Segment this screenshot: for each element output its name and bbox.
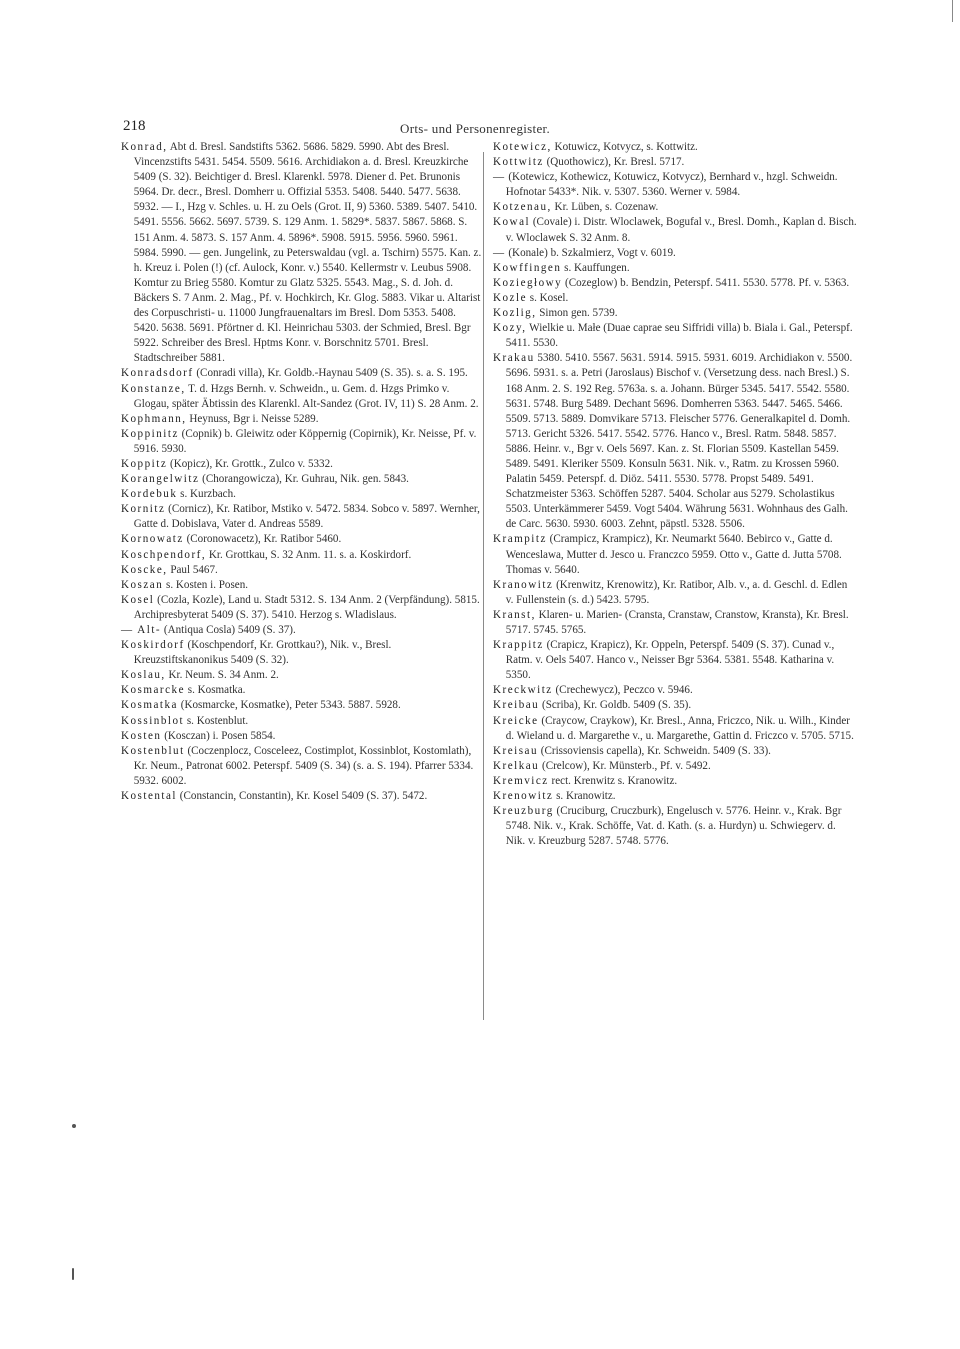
running-head: Orts- und Personenregister. xyxy=(400,121,550,136)
entry-headword: Kranowitz xyxy=(493,578,554,591)
register-entry xyxy=(121,457,483,472)
scan-speck xyxy=(72,1268,74,1280)
entry-headword: Kophmann, xyxy=(121,412,187,425)
entry-text: Simon gen. 5739. xyxy=(536,307,618,320)
entry-text: (Coronowacetz), Kr. Ratibor 5460. xyxy=(183,533,342,546)
entry-headword: Koppinitz xyxy=(121,427,179,440)
entry-text: Klaren- u. Marien- (Cransta, Cranstaw, Cranstow, Kransta), Kr. Bresl. 5717. 5745. 5765. xyxy=(505,608,849,636)
register-entry xyxy=(121,382,483,412)
entry-headword: Kranst, xyxy=(493,608,536,621)
entry-headword: Kostental xyxy=(121,790,178,803)
entry-text: Heynuss, Bgr i. Neisse 5289. xyxy=(186,412,319,425)
register-entry xyxy=(493,200,857,215)
register-entry xyxy=(121,668,483,683)
entry-headword: Konrad, xyxy=(121,141,168,153)
register-entry xyxy=(493,774,857,789)
register-entry xyxy=(493,170,857,200)
register-entry xyxy=(493,291,857,306)
entry-text: (Kotewicz, Kothewicz, Kotuwicz, Kotvycz), Bernhard v., hzgl. Schweidn. Hofnotar 5433*. Nik. v. 5307. 5360. Werner v. 5984. xyxy=(505,171,838,199)
entry-headword: Kreisau xyxy=(493,744,539,757)
entry-headword: Kosten xyxy=(121,729,162,742)
register-entry xyxy=(493,638,857,683)
register-entry xyxy=(493,140,857,155)
register-entry xyxy=(493,261,857,276)
register-entry xyxy=(121,366,483,381)
entry-text: (Craycow, Craykow), Kr. Bresl., Anna, Friczco, Nik. u. Wilh., Kinder d. Wieland u. d. Margarethe v., u. Margarethe, Gattin d. Friczco v. 5705. 5715. xyxy=(505,714,854,742)
register-entry xyxy=(121,472,483,487)
register-entry xyxy=(493,155,857,170)
entry-text: (Krenwitz, Krenowitz), Kr. Ratibor, Alb. v., a. d. Geschl. d. Edlen v. Fullenstein (s. d.) 5423. 5795. xyxy=(505,578,848,606)
register-entry xyxy=(493,215,857,245)
entry-headword: Koschpendorf, xyxy=(121,548,207,561)
register-entry xyxy=(493,789,857,804)
entry-headword: Konradsdorf xyxy=(121,367,194,380)
entry-headword: Kornowatz xyxy=(121,533,184,546)
register-entry xyxy=(121,427,483,457)
entry-text: (Crissoviensis capella), Kr. Schweidn. 5409 (S. 33). xyxy=(538,744,771,757)
register-entry xyxy=(121,487,483,502)
register-entry xyxy=(493,608,857,638)
register-entry xyxy=(493,804,857,849)
entry-headword: Koslau, xyxy=(121,669,166,682)
register-entry xyxy=(121,744,483,789)
entry-text: (Quothowicz), Kr. Bresl. 5717. xyxy=(543,156,685,169)
entry-headword: Kreuzburg xyxy=(493,805,554,818)
page-number: 218 xyxy=(123,118,146,134)
entry-text: (Kosmarcke, Kosmatke), Peter 5343. 5887. 5928. xyxy=(177,699,401,712)
register-entry xyxy=(493,276,857,291)
entry-text: 5380. 5410. 5567. 5631. 5914. 5915. 5931. 6019. Archidiakon v. 5500. 5696. 5931. s. a. Petri (Jaroslaus) Bischof v. (Versetzung dess. nach Bresl.) S. 168 Anm. 2. S. 192 Reg. 5763a. s. a. Johann. Bürger 5345. 5417. 5542. 5580. 5631. 5748. Burg 5489. Dechant 5696. Domherren 5363. 5447. 5465. 5466. 5509. 5713. 5889. Domvikare 5713. Fleischer 5776. Generalkapitel d. Domh. 5713. Gericht 5326. 5417. 5542. 5776. Hanco v., Bresl. Ratm. 5848. 5857. 5886. Heinr. v., Bgr v. Oels 5697. Kan. z. St. Florian 5509. Kastellan 5459. 5489. 5491. Kleriker 5509. Konsuln 5631. Nik. v., Ratm. zu Krossen 5960. Palatin 5459. Peterspf. d. Diöz. 5411. 5530. 5778. Propst 5489. 5491. Schatzmeister 5363. Schöffen 5287. 5404. Scholar aus 5279. Scholastikus 5503. Unterkämmerer 5459. Vogt 5404. Währung 5631. Wohnhaus des Galh. de Carc. 5630. 5930. 6003. Zehnt, päpstl. 5328. 5506. xyxy=(505,352,853,531)
entry-headword: Krappitz xyxy=(493,639,544,652)
register-entry xyxy=(121,714,483,729)
entry-headword: Kosel xyxy=(121,593,155,606)
entry-headword: Koskirdorf xyxy=(121,639,185,652)
entry-headword: Kossinblot xyxy=(121,714,185,727)
entry-text: s. Kauffungen. xyxy=(561,261,630,274)
entry-text: (Koschpendorf, Kr. Grottkau?), Nik. v., Bresl. Kreuzstiftskanonikus 5409 (S. 32). xyxy=(133,639,392,667)
register-entry xyxy=(493,246,857,261)
entry-headword: Kottwitz xyxy=(493,156,544,169)
entry-text: (Coczenplocz, Cosceleez, Costimplot, Kossinblot, Kostomlath), Kr. Neum., Patronat 6002. Peterspf. 5409 (S. 34) (s. a. S. 194). Pfarrer 5334. 5932. 6002. xyxy=(133,744,474,787)
register-entry xyxy=(121,578,483,593)
register-entry xyxy=(121,532,483,547)
entry-text: Paul 5467. xyxy=(167,563,218,576)
register-entry xyxy=(121,412,483,427)
right-column xyxy=(493,140,857,849)
entry-text: (Crampicz, Krampicz), Kr. Neumarkt 5640. Bebirco v., Gatte d. Wenceslawa, Mutter d. Jesco u. Franczco 5959. Otto v., Gatte d. Jutta 5708. Thomas v. 5640. xyxy=(505,533,842,576)
register-entry xyxy=(121,623,483,638)
left-column xyxy=(121,140,483,804)
entry-headword: Kotewicz, xyxy=(493,141,552,153)
entry-headword: Kreckwitz xyxy=(493,684,553,697)
scan-edge-mark xyxy=(946,0,960,60)
entry-headword: Krenowitz xyxy=(493,790,554,803)
register-entry xyxy=(493,698,857,713)
register-entry xyxy=(121,638,483,668)
entry-text: (Scriba), Kr. Goldb. 5409 (S. 35). xyxy=(539,699,692,712)
entry-text: (Chorangowicza), Kr. Guhrau, Nik. gen. 5843. xyxy=(199,473,409,486)
entry-headword: Kotzenau, xyxy=(493,201,552,214)
entry-headword: Konstanze, xyxy=(121,382,186,395)
register-entry xyxy=(121,789,483,804)
entry-headword: Krakau xyxy=(493,352,535,365)
register-entry xyxy=(121,698,483,713)
entry-headword: Kornitz xyxy=(121,503,166,516)
entry-headword: — xyxy=(493,246,506,259)
entry-headword: Kremvicz xyxy=(493,774,549,787)
register-entry xyxy=(493,321,857,351)
entry-text: (Crechewycz), Peczco v. 5946. xyxy=(552,684,693,697)
register-entry xyxy=(493,532,857,577)
entry-headword: Krelkau xyxy=(493,759,540,772)
entry-headword: Koszan xyxy=(121,578,164,591)
entry-text: (Cozla, Kozle), Land u. Stadt 5312. S. 134 Anm. 2 (Verpfändung). 5815. Archipresbyterat 5409 (S. 37). 5410. Herzog s. Wladislaus. xyxy=(133,593,480,621)
entry-text: (Kopicz), Kr. Grottk., Zulco v. 5332. xyxy=(167,457,333,470)
entry-text: s. Kosten i. Posen. xyxy=(163,578,249,591)
entry-text: (Antiqua Cosla) 5409 (S. 37). xyxy=(161,624,296,636)
entry-headword: — Alt- xyxy=(121,624,162,636)
entry-text: T. d. Hzgs Bernh. v. Schweidn., u. Gem. d. Hzgs Primko v. Glogau, später Äbtissin des Klarenkl. Alt-Sandez (Grot. IV, 11) S. 28 Anm. 2. xyxy=(133,382,479,410)
entry-text: (Konale) b. Szkalmierz, Vogt v. 6019. xyxy=(505,246,676,259)
entry-headword: Kozy, xyxy=(493,322,527,335)
entry-text: s. Kranowitz. xyxy=(553,790,616,803)
register-entry xyxy=(121,548,483,563)
register-entry xyxy=(121,593,483,623)
entry-headword: Kreibau xyxy=(493,699,540,712)
entry-headword: Koppitz xyxy=(121,457,168,470)
register-entry xyxy=(121,729,483,744)
entry-text: rect. Krenwitz s. Kranowitz. xyxy=(548,774,678,787)
entry-text: s. Kosel. xyxy=(527,291,569,304)
entry-text: (Cozeglow) b. Bendzin, Peterspf. 5411. 5530. 5778. Pf. v. 5363. xyxy=(562,276,850,289)
entry-headword: Korangelwitz xyxy=(121,473,200,486)
entry-text: (Kosczan) i. Posen 5854. xyxy=(161,729,276,742)
register-entry xyxy=(493,759,857,774)
entry-headword: Kreicke xyxy=(493,714,539,727)
entry-text: Kr. Neum. S. 34 Anm. 2. xyxy=(165,669,279,682)
entry-headword: Kowffingen xyxy=(493,261,562,274)
column-divider xyxy=(483,152,484,1020)
entry-text: Wielkie u. Małe (Duae caprae seu Siffridi villa) b. Biala i. Gal., Peterspf. 5411. 5530. xyxy=(505,322,853,350)
entry-text: Abt d. Bresl. Sandstifts 5362. 5686. 5829. 5990. Abt des Bresl. Vincenzstifts 5431. 5454. 5509. 5616. Archidiakon a. d. Bresl. Kreuzkirche 5409 (S. 32). Beichtiger d. Bresl. Klarenkl. 5978. Diener d. Pet. Brunonis 5964. Dr. decr., Bresl. Domherr u. Offizial 5353. 5408. 5440. 5477. 5638. 5932. — I., Hzg v. Schles. u. H. zu Oels (Grot. II, 9) 5360. 5389. 5407. 5410. 5491. 5556. 5662. 5697. 5739. S. 129 Anm. 1. 5829*. 5837. 5867. 5868. S. 151 Anm. 4. 5873. S. 157 Anm. 4. 5896*. 5908. 5915. 5956. 5960. 5961. 5984. 5990. — gen. Jungelink, zu Peterswaldau (vgl. a. Tschirn) 5575. Kan. z. h. Kreuz i. Polen (!) (cf. Aulock, Konr. v.) 5540. Kellermstr v. Leubus 5908. Komtur zu Brieg 5580. Komtur zu Glatz 5325. 5543. Mag., S. d. Joh. d. Bäckers S. 7 Anm. 2. Mag., Pf. v. Hochkirch, Kr. Glog. 5883. Vikar u. Altarist des Corpuschristi- u. 11000 Jungfrauenaltars im Bresl. Dom 5353. 5408. 5420. 5638. 5691. Pförtner d. Kl. Heinrichau 5303. der Schmied, Bresl. Bgr 5922. Schreiber des Bresl. Hptms Konr. v. Borschnitz 5701. Bresl. Stadtschreiber 5881. xyxy=(133,141,482,365)
entry-text: s. Kurzbach. xyxy=(177,488,236,501)
register-entry xyxy=(121,140,483,366)
entry-headword: Koscke, xyxy=(121,563,168,576)
entry-headword: Koziegłowy xyxy=(493,276,563,289)
register-entry xyxy=(121,502,483,532)
entry-text: Kr. Grottkau, S. 32 Anm. 11. s. a. Koskirdorf. xyxy=(206,548,412,561)
register-entry xyxy=(121,683,483,698)
entry-text: (Covale) i. Distr. Wloclawek, Bogufal v., Bresl. Domh., Kaplan d. Bisch. v. Wloclawek S. 32 Anm. 8. xyxy=(505,216,857,244)
entry-text: (Crelcow), Kr. Münsterb., Pf. v. 5492. xyxy=(539,759,711,772)
entry-text: (Crapicz, Krapicz), Kr. Oppeln, Peterspf. 5409 (S. 37). Cunad v., Ratm. v. Oels 5407. Hanco v., Neisser Bgr 5364. 5381. 5548. Katharina v. 5350. xyxy=(505,639,835,682)
entry-text: (Conradi villa), Kr. Goldb.-Haynau 5409 (S. 35). s. a. S. 195. xyxy=(193,367,468,380)
entry-headword: Kowal xyxy=(493,216,531,229)
entry-text: (Cruciburg, Cruczburk), Engelusch v. 5776. Heinr. v., Krak. Bgr 5748. Nik. v., Krak. Schöffe, Vat. d. Kath. (s. a. Hurdyn) u. Schwiegerv. d. Nik. v. Kreuzburg 5287. 5748. 5776. xyxy=(505,805,842,848)
register-entry xyxy=(493,683,857,698)
register-entry xyxy=(493,578,857,608)
register-entry xyxy=(121,563,483,578)
entry-headword: Kosmarcke xyxy=(121,684,186,697)
register-entry xyxy=(493,714,857,744)
entry-text: Kotuwicz, Kotvycz, s. Kottwitz. xyxy=(551,141,698,153)
scan-speck xyxy=(72,1124,76,1128)
entry-headword: Krampitz xyxy=(493,533,547,546)
register-entry xyxy=(493,744,857,759)
entry-headword: Kozlig, xyxy=(493,307,537,320)
register-entry xyxy=(493,306,857,321)
entry-text: (Cornicz), Kr. Ratibor, Mstiko v. 5472. 5834. Sobco v. 5897. Wernher, Gatte d. Dobislava, Vater d. Andreas 5589. xyxy=(133,503,480,531)
entry-headword: Kozle xyxy=(493,291,527,304)
entry-text: (Copnik) b. Gleiwitz oder Köppernig (Copirnik), Kr. Neisse, Pf. v. 5916. 5930. xyxy=(133,427,477,455)
entry-text: s. Kostenblut. xyxy=(184,714,249,727)
entry-headword: Kosmatka xyxy=(121,699,178,712)
entry-text: (Constancin, Constantin), Kr. Kosel 5409 (S. 37). 5472. xyxy=(177,790,428,803)
entry-text: Kr. Lüben, s. Cozenaw. xyxy=(551,201,659,214)
register-entry xyxy=(493,351,857,532)
entry-headword: Kordebuk xyxy=(121,488,178,501)
entry-headword: Kostenblut xyxy=(121,744,185,757)
entry-text: s. Kosmatka. xyxy=(185,684,246,697)
entry-headword: — xyxy=(493,171,506,184)
